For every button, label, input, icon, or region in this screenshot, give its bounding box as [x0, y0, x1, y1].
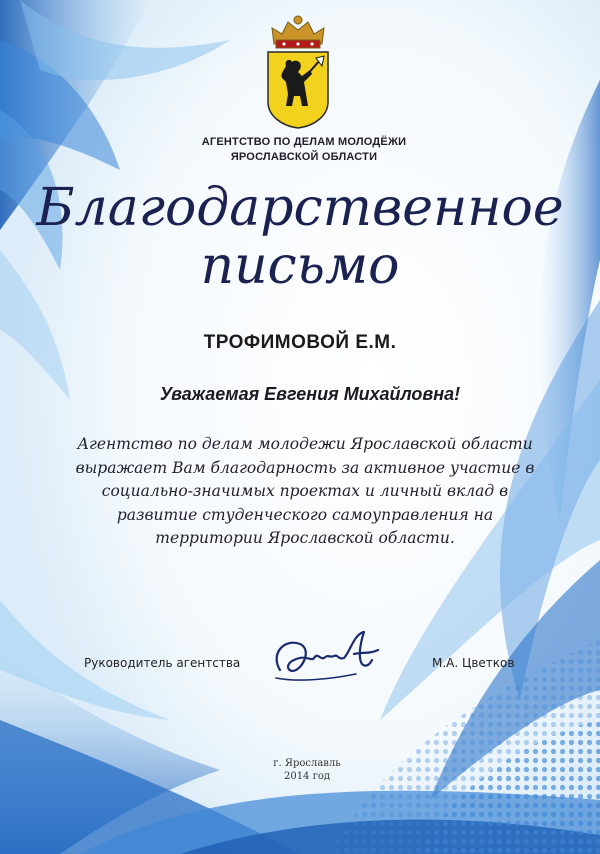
document-title-line1: Благодарственное — [36, 178, 564, 238]
signatory-name: М.А. Цветков — [432, 656, 515, 670]
place-city: г. Ярославль — [273, 758, 341, 769]
place-year: 2014 год — [283, 771, 331, 782]
body-line: социально-значимых проектах и личный вклад в — [101, 482, 509, 500]
body-line: развитие студенческого самоуправления на — [116, 505, 494, 524]
agency-name-line1: АГЕНТСТВО ПО ДЕЛАМ МОЛОДЁЖИ — [201, 136, 407, 148]
body-line: выражает Вам благодарность за активное участие в — [75, 458, 535, 477]
letter-body — [70, 433, 540, 551]
document-title-line2: письмо — [200, 236, 400, 296]
salutation: Уважаемая Евгения Михайловна! — [159, 384, 461, 404]
recipient-name: ТРОФИМОВОЙ Е.М. — [203, 332, 397, 353]
yaroslavl-coat-of-arms-icon — [262, 14, 334, 130]
signature-icon — [266, 624, 386, 690]
agency-name-line2: ЯРОСЛАВСКОЙ ОБЛАСТИ — [230, 151, 378, 163]
body-line: территории Ярославской области. — [155, 529, 455, 547]
body-line: Агентство по делам молодежи Ярославской области — [77, 435, 533, 453]
signatory-role: Руководитель агентства — [84, 656, 241, 670]
